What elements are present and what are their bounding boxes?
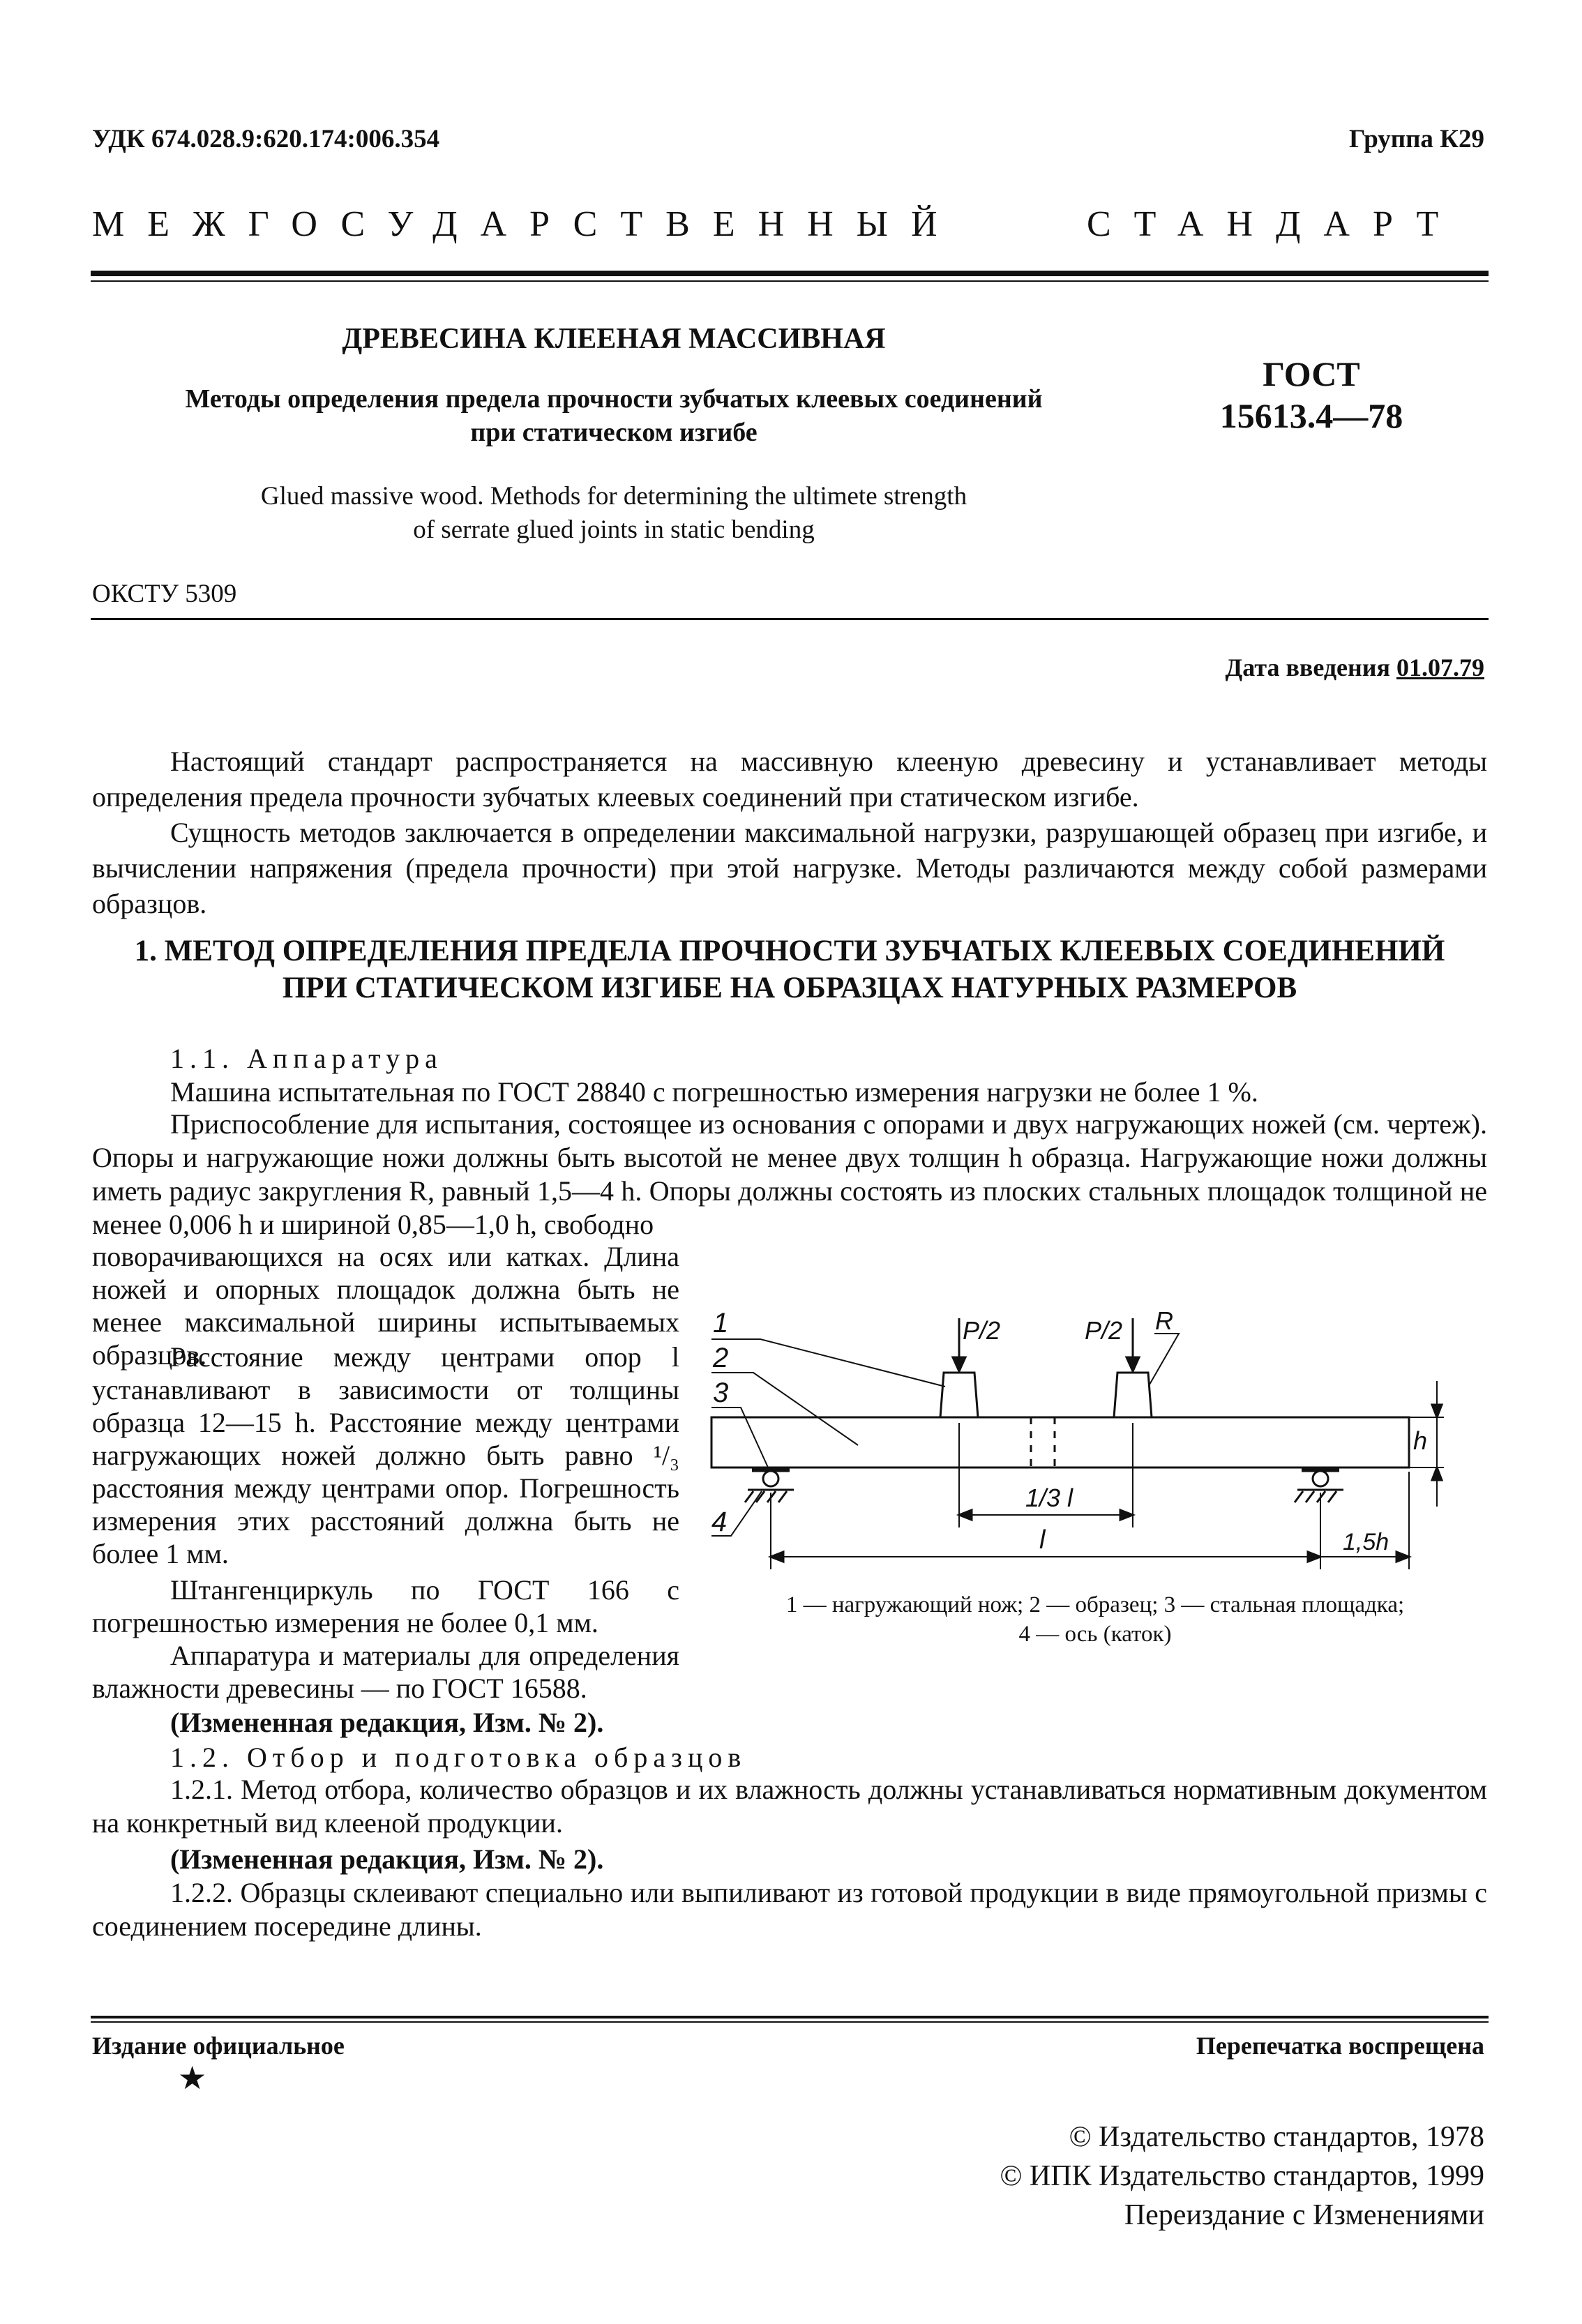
- gost-label: ГОСТ: [1263, 354, 1360, 393]
- paragraph-support-distance: Расстояние между центрами опор l устанавливают в зависимости от толщины образца 12—15 h. Расстояние между центрами нагружающих ножей должно быть равно ¹/₃ расстояния между центрами опор. Погрешность измерения этих расстояний должна быть не более 1 мм.: [92, 1341, 679, 1569]
- amendment-note-1: (Измененная редакция, Изм. № 2).: [170, 1707, 604, 1738]
- intro-date-value: 01.07.79: [1396, 654, 1484, 681]
- section-1-heading-line-2: ПРИ СТАТИЧЕСКОМ ИЗГИБЕ НА ОБРАЗЦАХ НАТУРНЫХ РАЗМЕРОВ: [282, 972, 1297, 1004]
- group-code: Группа К29: [1348, 125, 1484, 153]
- section-1-heading-line-1: 1. МЕТОД ОПРЕДЕЛЕНИЯ ПРЕДЕЛА ПРОЧНОСТИ ЗУБЧАТЫХ КЛЕЕВЫХ СОЕДИНЕНИЙ: [134, 935, 1445, 967]
- paragraph-caliper: Штангенциркуль по ГОСТ 166 с погрешностью измерения не более 0,1 мм.: [92, 1574, 679, 1638]
- paragraph-1-2-1: 1.2.1. Метод отбора, количество образцов и их влажность должны устанавливаться нормативным документом на конкретный вид клееной продукции.: [92, 1774, 1487, 1839]
- dimension-l-arrow-right: [1308, 1552, 1320, 1562]
- header-rule-thick: [91, 271, 1489, 276]
- reissue-note: Переиздание с Изменениями: [1124, 2199, 1484, 2231]
- star-mark: ★: [178, 2060, 207, 2096]
- okstu-code: ОКСТУ 5309: [92, 580, 237, 608]
- label-load-right: P/2: [1085, 1316, 1123, 1345]
- label-1: 1: [713, 1308, 729, 1338]
- label-load-left: P/2: [963, 1316, 1001, 1345]
- official-edition: Издание официальное: [92, 2032, 345, 2060]
- support-hatch-right: [1295, 1491, 1336, 1502]
- label-thickness: h: [1413, 1426, 1428, 1455]
- paragraph-test-device: Приспособление для испытания, состоящее из основания с опорами и двух нагружающих ножей (см. чертеж). Опоры и нагружающие ножи должны быть высотой не менее двух толщин h образца. Нагружающие ножи должны иметь радиус закругления R, равный 1,5—4 h. Опоры должны состоять из плоских стальных площадок толщиной не менее 0,006 h и шириной 0,85—1,0 h, свободно: [92, 1108, 1487, 1240]
- document-title: ДРЕВЕСИНА КЛЕЕНАЯ МАССИВНАЯ: [342, 323, 886, 355]
- support-roller-left: [763, 1471, 778, 1486]
- subsection-1-2-heading: 1.2. Отбор и подготовка образцов: [170, 1742, 747, 1773]
- load-arrowhead-left: [953, 1357, 965, 1371]
- leader-1: [711, 1339, 945, 1387]
- intro-paragraph-2: Сущность методов заключается в определении максимальной нагрузки, разрушающей образец при изгибе, и вычислении напряжения (предела прочности) при этой нагрузке. Методы различаются между собой размерами образцов.: [92, 817, 1487, 919]
- subsection-1-1-heading: 1.1. Аппаратура: [170, 1043, 443, 1074]
- paragraph-knife-length: поворачивающихся на осях или катках. Длина ножей и опорных площадок должна быть не менее максимальной ширины испытываемых образцов.: [92, 1241, 679, 1371]
- label-4: 4: [711, 1507, 728, 1537]
- standard-type-interstate: МЕЖГОСУДАРСТВЕННЫЙ: [92, 204, 960, 244]
- english-title: [91, 480, 1137, 547]
- document-subtitle: [91, 382, 1137, 449]
- dimension-h-arrow-top: [1432, 1405, 1442, 1417]
- leader-2: [711, 1373, 858, 1445]
- loading-knife-right: [1114, 1373, 1152, 1417]
- copyright-1978: © Издательство стандартов, 1978: [1069, 2121, 1484, 2153]
- dimension-l-arrow-left: [771, 1552, 783, 1562]
- support-hatch-left: [745, 1491, 787, 1502]
- leader-r: [1150, 1334, 1179, 1384]
- support-roller-right: [1313, 1471, 1328, 1486]
- title-bottom-rule: [91, 618, 1489, 620]
- label-overhang: 1,5h: [1343, 1529, 1389, 1555]
- intro-paragraph-1: Настоящий стандарт распространяется на массивную клееную древесину и устанавливает методы определения предела прочности зубчатых клеевых соединений при статическом изгибе.: [92, 746, 1487, 813]
- dimension-h-arrow-bottom: [1432, 1467, 1442, 1480]
- intro-date-label: Дата введения: [1225, 654, 1390, 681]
- paragraph-moisture: Аппаратура и материалы для определения влажности древесины — по ГОСТ 16588.: [92, 1640, 679, 1704]
- specimen-beam: [711, 1417, 1409, 1467]
- footer-rule-thin: [91, 2021, 1489, 2023]
- label-3: 3: [713, 1378, 729, 1408]
- load-arrowhead-right: [1127, 1357, 1139, 1371]
- dimension-overhang-arrow: [1396, 1552, 1409, 1562]
- figure-caption-line-1: 1 — нагружающий нож; 2 — образец; 3 — стальная площадка;: [785, 1592, 1405, 1617]
- copyright-1999: © ИПК Издательство стандартов, 1999: [1000, 2160, 1484, 2192]
- paragraph-1-2-2: 1.2.2. Образцы склеивают специально или выпиливают из готовой продукции в виде прямоугольной призмы с соединением посередине длины.: [92, 1877, 1487, 1942]
- figure-caption-line-2: 4 — ось (каток): [1018, 1622, 1172, 1647]
- header-rule-thin: [91, 280, 1489, 282]
- reprint-prohibited: Перепечатка воспрещена: [1196, 2032, 1484, 2060]
- footer-rule-thick: [91, 2016, 1489, 2019]
- test-setup-drawing: [698, 1269, 1486, 1583]
- gost-number: 15613.4—78: [1219, 396, 1403, 435]
- dimension-third-l-arrow-right: [1120, 1510, 1133, 1520]
- loading-knife-left: [940, 1373, 978, 1417]
- intro-date: [1226, 653, 1485, 682]
- section-1-heading: [92, 933, 1487, 1006]
- label-span: l: [1039, 1525, 1046, 1555]
- dimension-third-l-arrow-left: [959, 1510, 972, 1520]
- paragraph-machine: Машина испытательная по ГОСТ 28840 с погрешностью измерения нагрузки не более 1 %.: [170, 1076, 1258, 1108]
- gost-code: [1158, 353, 1465, 437]
- standard-type-standard: СТАНДАРТ: [1087, 204, 1462, 244]
- english-title-line-1: Glued massive wood. Methods for determining the ultimete strength: [260, 482, 967, 511]
- english-title-line-2: of serrate glued joints in static bending: [413, 515, 815, 544]
- label-third-span: 1/3 l: [1025, 1484, 1074, 1512]
- label-2: 2: [713, 1343, 729, 1373]
- subtitle-line-2: при статическом изгибе: [470, 418, 758, 447]
- amendment-note-2: (Измененная редакция, Изм. № 2).: [170, 1843, 604, 1875]
- subtitle-line-1: Методы определения предела прочности зубчатых клеевых соединений: [185, 384, 1043, 414]
- udk-code: УДК 674.028.9:620.174:006.354: [92, 125, 440, 153]
- figure-caption: [705, 1590, 1486, 1649]
- label-radius: R: [1155, 1306, 1173, 1335]
